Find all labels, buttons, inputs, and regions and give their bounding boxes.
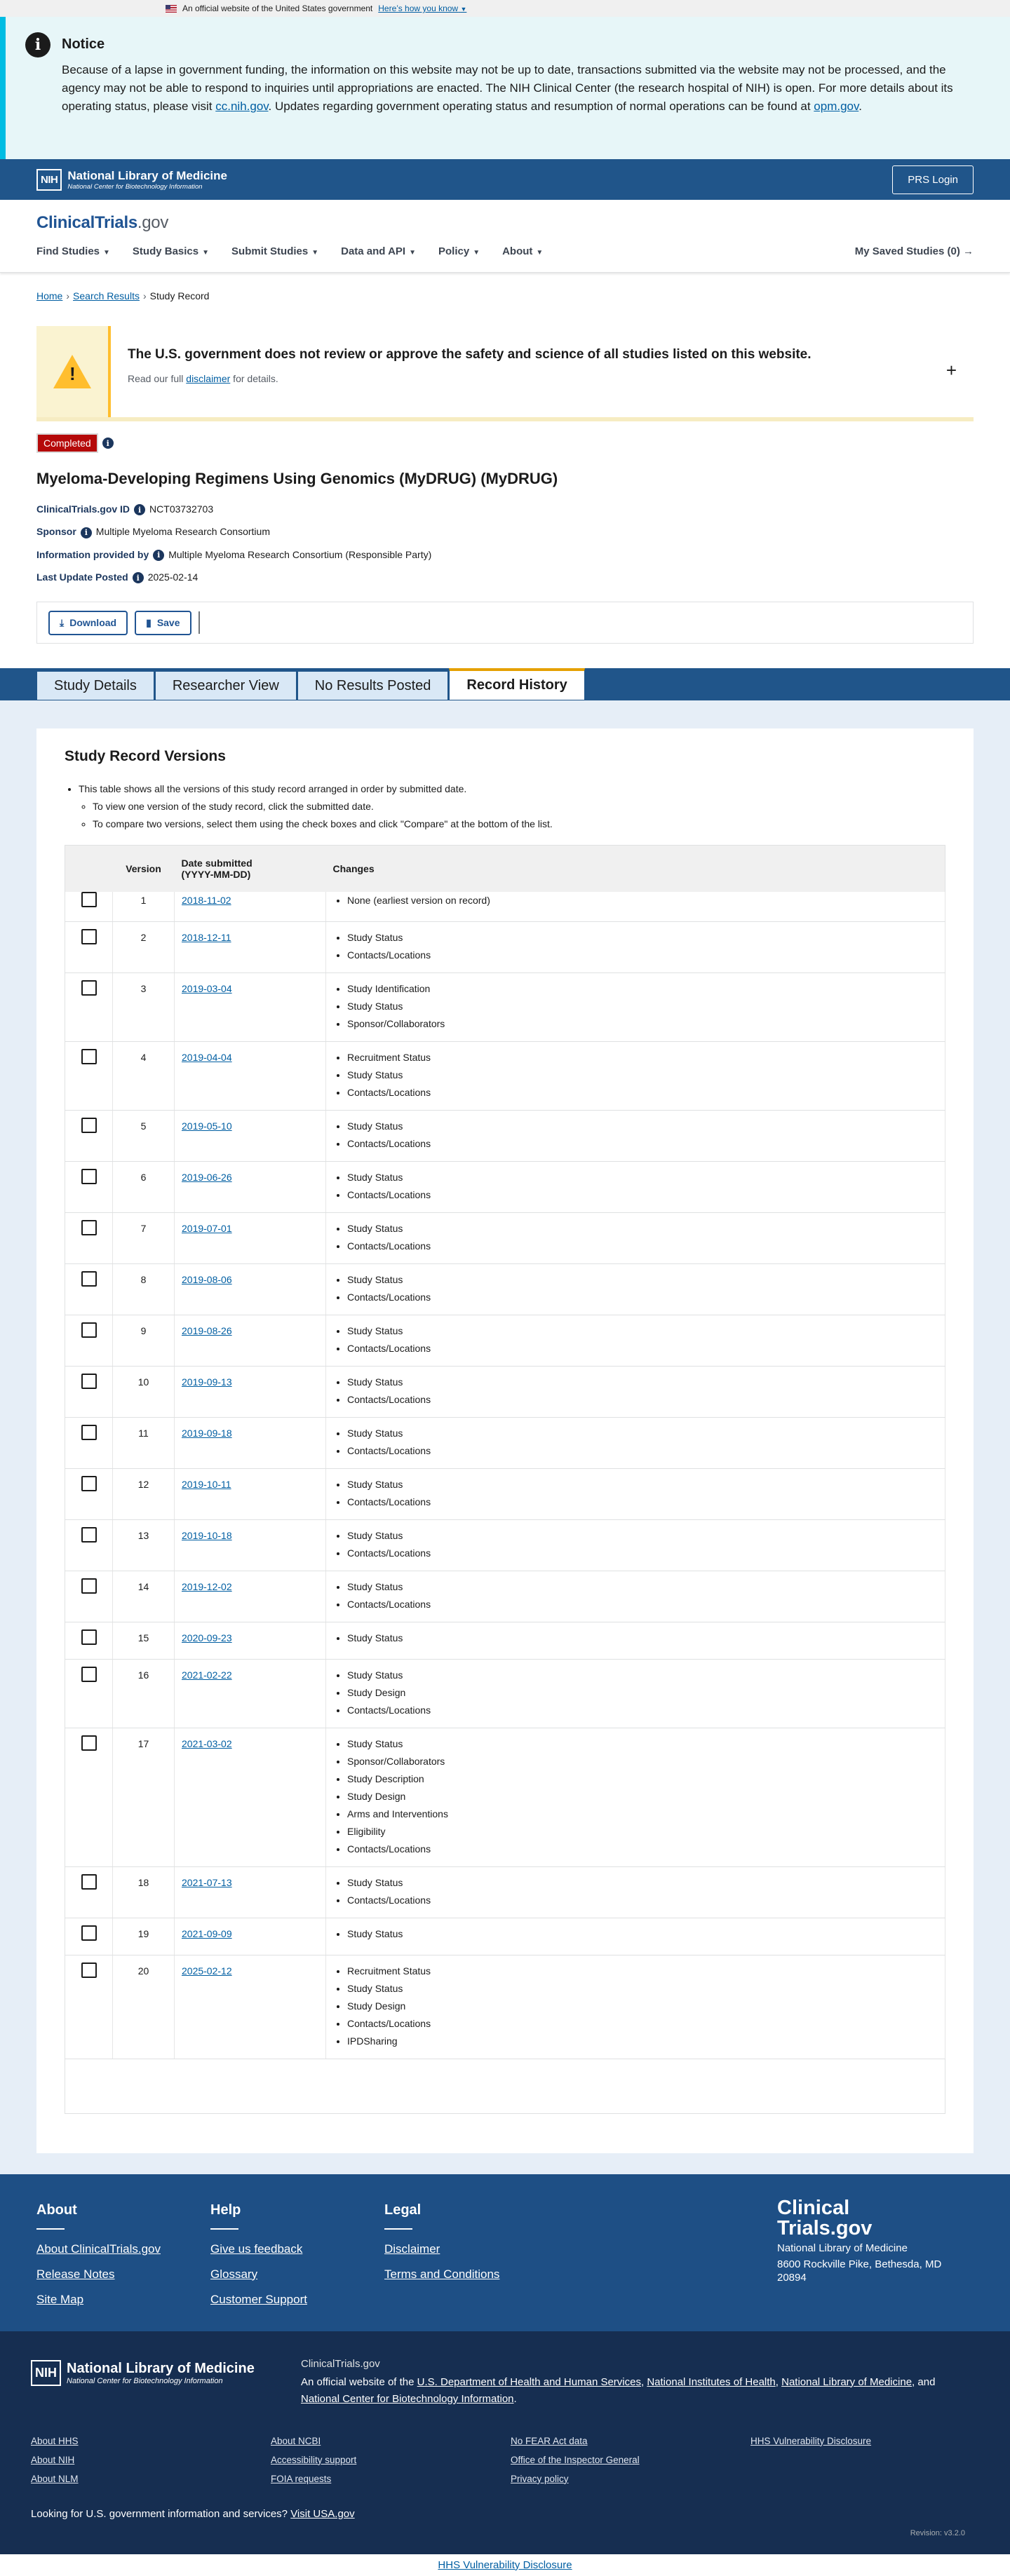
change-item: • Contacts/Locations	[347, 1135, 938, 1153]
footer-about-link[interactable]: About ClinicalTrials.gov	[36, 2242, 161, 2256]
change-item: • Study Status	[347, 1066, 938, 1084]
chevron-down-icon: ▼	[202, 249, 210, 257]
change-item: • Study Status	[347, 1476, 938, 1493]
change-item: • Contacts/Locations	[347, 1493, 938, 1511]
compare-checkbox[interactable]	[81, 1667, 97, 1682]
table-row	[65, 1212, 945, 1263]
nav-about[interactable]: About ▼	[502, 245, 544, 257]
compare-checkbox[interactable]	[81, 1049, 97, 1064]
info-icon[interactable]: i	[81, 527, 92, 538]
footer-site-map-link[interactable]: Site Map	[36, 2292, 84, 2306]
version-number: 12	[113, 1468, 175, 1519]
compare-checkbox[interactable]	[81, 1735, 97, 1751]
compare-checkbox[interactable]	[81, 1322, 97, 1338]
chevron-down-icon: ▼	[103, 249, 110, 257]
nav-submit-studies[interactable]: Submit Studies ▼	[231, 245, 319, 257]
table-row	[65, 1955, 945, 2059]
change-item: • Study Status	[347, 1925, 938, 1943]
main-nav	[36, 245, 974, 257]
version-date-link[interactable]: 2019-08-06	[182, 1273, 232, 1285]
gov-banner	[0, 0, 1010, 17]
change-item: • Study Status	[347, 1980, 938, 1998]
change-item: • Contacts/Locations	[347, 1340, 938, 1357]
compare-checkbox[interactable]	[81, 980, 97, 996]
download-button[interactable]: ⤓ Download	[48, 611, 128, 635]
cc-nih-link[interactable]: cc.nih.gov	[215, 100, 269, 113]
compare-checkbox[interactable]	[81, 1527, 97, 1543]
chevron-down-icon: ▼	[311, 249, 319, 257]
divider	[198, 611, 200, 634]
version-date-link[interactable]: 2019-07-01	[182, 1222, 232, 1234]
nav-policy[interactable]: Policy ▼	[438, 245, 480, 257]
nav-study-basics[interactable]: Study Basics ▼	[132, 245, 210, 257]
version-date-link[interactable]: 2021-02-22	[182, 1669, 232, 1681]
how-you-know-link[interactable]: Here’s how you know ▼	[378, 4, 467, 13]
change-item: • Contacts/Locations	[347, 1391, 938, 1409]
change-item: • Study Status	[347, 1271, 938, 1289]
versions-table: Version Date submitted (YYYY-MM-DD) Changes 1 2018-11-02 • None (earliest version on record) 2 2018-12-11 • Study Status • Contacts/Locations 3 2019-03-04 • Study Identification • Study Status • Sponsor/Collaborators 4 2019-04-04 • Recruitment Status • Study Status • Contacts/Locations 5 2019-05-10 • Study Status • Contacts/Locations 6 2019-06-26 • Study Status • Contacts/Locations 7 2019-07-01 • Study Status • Contacts/Locations 8 2019-08-06 • Study Status • Contacts/Locations 9 2019-08-26 • Study Status • Contacts/Locations 10 2019-09-13 • Study Status • Contacts/Locations 11 2019-09-18 • Study Status • Contacts/Locations 12 2019-10-11 • Study Status • Contacts/Locations 13 2019-10-18 • Study Status • Contacts/Locations 14 2019-12-02 • Study Status • Contacts/Locations 15 2020-09-23 • Study Status 16 2021-02-22 • Study Status • Study Design • Contacts/Locations 17 2021-03-02 • Study Status • Sponsor/Collaborators • Study Description • Study Design • Arms and Interventions • Eligibility • Contacts/Locations 18 2021-07-13 • Study Status • Contacts/Locations 19 2021-09-09 • Study Status 20 2025-02-12 • Recruitment Status • Study Status • Study Design • Contacts/Locations • IPDSharing	[65, 845, 945, 2114]
tab-no-results-posted[interactable]: No Results Posted	[297, 671, 449, 700]
change-item: • None (earliest version on record)	[347, 892, 938, 909]
version-date-link[interactable]: 2019-10-18	[182, 1529, 232, 1541]
status-badge: Completed	[36, 433, 98, 453]
footer-support-link[interactable]: Customer Support	[210, 2292, 307, 2306]
version-number: 8	[113, 1263, 175, 1315]
footer-link[interactable]: No FEAR Act data	[511, 2435, 588, 2446]
footer-links	[31, 2436, 979, 2484]
version-date-link[interactable]: 2021-07-13	[182, 1876, 232, 1888]
version-date-link[interactable]: 2019-09-18	[182, 1427, 232, 1439]
disclaimer-link[interactable]: disclaimer	[186, 373, 231, 384]
tab-researcher-view[interactable]: Researcher View	[155, 671, 297, 700]
version-date-link[interactable]: 2021-09-09	[182, 1927, 232, 1939]
compare-checkbox[interactable]	[81, 1425, 97, 1440]
version-date-link[interactable]: 2018-11-02	[182, 894, 231, 906]
compare-checkbox[interactable]	[81, 1169, 97, 1184]
last-update-date: 2025-02-14	[147, 571, 198, 583]
change-item: • Study Design	[347, 1684, 938, 1702]
change-item: • Study Status	[347, 1667, 938, 1684]
study-actions	[36, 602, 974, 644]
version-number: 13	[113, 1519, 175, 1571]
version-number: 20	[113, 1955, 175, 2059]
nlm-footer-logo[interactable]: NIH National Library of Medicine National Center for Biotechnology Information	[31, 2358, 301, 2389]
version-date-link[interactable]: 2019-10-11	[182, 1478, 231, 1490]
download-icon: ⤓	[60, 616, 65, 628]
record-history-title: Study Record Versions	[65, 748, 226, 765]
table-row	[65, 1519, 945, 1571]
version-number: 15	[113, 1622, 175, 1659]
sponsor: Multiple Myeloma Research Consortium	[95, 526, 270, 538]
change-item: • Contacts/Locations	[347, 1545, 938, 1562]
change-item: • Contacts/Locations	[347, 1702, 938, 1719]
footer-logo: Clinical Trials.gov National Library of Medicine 8600 Rockville Pike, Bethesda, MD 20894	[777, 2196, 942, 2284]
version-date-link[interactable]: 2019-09-13	[182, 1376, 232, 1388]
footer-glossary-link[interactable]: Glossary	[210, 2267, 258, 2281]
table-row	[65, 921, 945, 972]
compare-checkbox[interactable]	[81, 929, 97, 944]
change-item: • Study Status	[347, 1874, 938, 1892]
study-tabs	[0, 668, 1010, 700]
usa-gov-link[interactable]: Visit USA.gov	[290, 2507, 355, 2520]
site-footer: About About ClinicalTrials.gov Release Notes Site Map Help Give us feedback Glossary Customer Support Legal Disclaimer Terms and Conditions Clinical Trials.gov National Library of Medicine 8600 Rockville Pike, Bethesda, MD 20894	[0, 2174, 1010, 2331]
change-item: • IPDSharing	[347, 2033, 938, 2050]
breadcrumb-search-results[interactable]: Search Results	[73, 290, 140, 301]
change-item: • Recruitment Status	[347, 1962, 938, 1980]
shutdown-notice	[0, 17, 1010, 159]
compare-checkbox[interactable]	[81, 1220, 97, 1235]
nih-header	[0, 159, 1010, 200]
notice-text: Because of a lapse in government funding, the information on this website may not be up to date, transactions submitted via the website may not be processed, and the agency may not be able to respond to inquiries until appropriations are enacted. The NIH Clinical Center (the research hospital of NIH) is open. For more details about its operating status, please visit cc.nih.gov. Updates regarding government operating status and resumption of normal operations can be found at opm.gov.	[62, 63, 953, 113]
opm-link[interactable]: opm.gov	[814, 100, 859, 113]
notice-title: Notice	[62, 36, 105, 52]
footer-link[interactable]: About NCBI	[271, 2435, 321, 2446]
prs-login-button[interactable]: PRS Login	[892, 165, 974, 194]
bookmark-icon: ▮	[146, 616, 152, 628]
change-item: • Study Status	[347, 929, 938, 947]
compare-checkbox[interactable]	[81, 1578, 97, 1594]
table-row	[65, 1263, 945, 1315]
compare-checkbox[interactable]	[81, 1925, 97, 1941]
footer-link[interactable]: About NLM	[31, 2473, 79, 2484]
information-provider: Multiple Myeloma Research Consortium (Responsible Party)	[168, 548, 432, 560]
compare-checkbox[interactable]	[81, 1374, 97, 1389]
change-item: • Study Status	[347, 1220, 938, 1238]
version-date-link[interactable]: 2021-03-02	[182, 1737, 232, 1749]
gov-banner-text: An official website of the United States government	[182, 4, 373, 13]
version-date-link[interactable]: 2018-12-11	[182, 931, 231, 943]
warning-icon: !	[53, 355, 91, 388]
change-item: • Study Status	[347, 998, 938, 1015]
compare-checkbox[interactable]	[81, 1962, 97, 1978]
chevron-down-icon: ▼	[409, 249, 416, 257]
footer-link[interactable]: Office of the Inspector General	[511, 2454, 640, 2465]
table-row	[65, 892, 945, 922]
change-item: • Sponsor/Collaborators	[347, 1753, 938, 1770]
compare-checkbox[interactable]	[81, 1271, 97, 1287]
compare-checkbox[interactable]	[81, 1629, 97, 1645]
change-item: • Contacts/Locations	[347, 1289, 938, 1306]
change-item: • Study Status	[347, 1374, 938, 1391]
nlm-link[interactable]: National Library of Medicine	[781, 2375, 913, 2388]
change-item: • Study Identification	[347, 980, 938, 998]
change-item: • Contacts/Locations	[347, 1892, 938, 1909]
study-meta: ClinicalTrials.gov ID i NCT03732703 Sponsor i Multiple Myeloma Research Consortium Information provided by i Multiple Myeloma Research Consortium (Responsible Party) Last Update Posted i 2025-02-14	[36, 503, 432, 583]
version-date-link[interactable]: 2019-12-02	[182, 1580, 232, 1592]
revision-label: Revision: v3.2.0	[910, 2528, 965, 2537]
version-number: 10	[113, 1366, 175, 1417]
version-number: 7	[113, 1212, 175, 1263]
table-row	[65, 1866, 945, 1918]
version-number: 5	[113, 1110, 175, 1161]
compare-checkbox[interactable]	[81, 1118, 97, 1133]
version-date-link[interactable]: 2019-05-10	[182, 1120, 232, 1132]
table-row	[65, 1571, 945, 1622]
change-item: • Study Status	[347, 1629, 938, 1647]
chevron-down-icon: ▼	[536, 249, 544, 257]
nav-find-studies[interactable]: Find Studies ▼	[36, 245, 110, 257]
change-item: • Contacts/Locations	[347, 1442, 938, 1460]
us-flag-icon	[166, 5, 177, 13]
table-row	[65, 1315, 945, 1366]
change-item: • Sponsor/Collaborators	[347, 1015, 938, 1033]
change-item: • Recruitment Status	[347, 1049, 938, 1066]
breadcrumb-home[interactable]: Home	[36, 290, 63, 301]
footer-feedback-link[interactable]: Give us feedback	[210, 2242, 303, 2256]
version-date-link[interactable]: 2019-06-26	[182, 1171, 232, 1183]
compare-checkbox[interactable]	[81, 1476, 97, 1491]
table-row	[65, 1161, 945, 1212]
nav-data-api[interactable]: Data and API ▼	[341, 245, 416, 257]
chevron-down-icon: ▼	[473, 249, 480, 257]
version-number: 17	[113, 1728, 175, 1866]
disclaimer-title: The U.S. government does not review or approve the safety and science of all studies listed on this website.	[128, 347, 812, 362]
breadcrumb-current: Study Record	[149, 290, 210, 301]
change-item: • Study Status	[347, 1578, 938, 1596]
info-icon: i	[25, 32, 50, 57]
ncbi-link[interactable]: National Center for Biotechnology Information	[301, 2392, 514, 2405]
version-number: 1	[113, 892, 175, 922]
table-row	[65, 1468, 945, 1519]
footer-link[interactable]: Privacy policy	[511, 2473, 569, 2484]
clinicaltrials-logo[interactable]: ClinicalTrials.gov	[36, 213, 169, 232]
info-icon[interactable]: i	[134, 504, 145, 515]
change-item: • Contacts/Locations	[347, 1238, 938, 1255]
table-row	[65, 1110, 945, 1161]
change-item: • Contacts/Locations	[347, 1186, 938, 1204]
compare-checkbox[interactable]	[81, 892, 97, 907]
expand-disclaimer-button[interactable]: +	[945, 360, 957, 381]
nih-link[interactable]: National Institutes of Health	[647, 2375, 776, 2388]
info-icon[interactable]: i	[133, 572, 144, 583]
version-number: 6	[113, 1161, 175, 1212]
version-number: 4	[113, 1041, 175, 1110]
change-item: • Contacts/Locations	[347, 1084, 938, 1101]
change-item: • Study Status	[347, 1118, 938, 1135]
site-header	[0, 200, 1010, 273]
tab-record-history[interactable]: Record History	[449, 668, 584, 700]
tab-study-details[interactable]: Study Details	[36, 671, 154, 700]
nlm-footer: NIH National Library of Medicine National Center for Biotechnology Information ClinicalTrials.gov An official website of the U.S. Department of Health and Human Services, National Institutes of Health, National Library of Medicine, and National Center for Biotechnology Information. About HHS About NCBI No FEAR Act data HHS Vulnerability Disclosure About NIH Accessibility support Office of the Inspector General About NLM FOIA requests Privacy policy Looking for U.S. government information and services? Visit USA.gov Revision: v3.2.0	[0, 2331, 1010, 2554]
footer-link[interactable]: About HHS	[31, 2435, 79, 2446]
table-row	[65, 1622, 945, 1659]
version-number: 11	[113, 1417, 175, 1468]
version-date-link[interactable]: 2019-03-04	[182, 982, 232, 994]
footer-release-notes-link[interactable]: Release Notes	[36, 2267, 115, 2281]
disclaimer-alert: ! The U.S. government does not review or approve the safety and science of all studies listed on this website. Read our full disclaimer for details. +	[36, 326, 974, 421]
record-history-panel: Study Record Versions • This table shows all the versions of this study record arranged in order by submitted date. ◦ To view one version of the study record, click the submitted date. ◦ To compare two versions, select them using the check boxes and click "Compare" at the bottom of the list. Version Date submitted (YYYY-MM-DD) Changes 1 2018-11-02 • None (earliest version on record) 2 2018-12-11 • Study Status • Contacts/Locations 3 2019-03-04 • Study Identification • Study Status • Sponsor/Collaborators 4 2019-04-04 • Recruitment Status • Study Status • Contacts/Locations 5 2019-05-10 • Study Status • Contacts/Locations 6 2019-06-26 • Study Status • Contacts/Locations 7 2019-07-01 • Study Status • Contacts/Locations 8 2019-08-06 • Study Status • Contacts/Locations 9 2019-08-26 • Study Status • Contacts/Locations 10 2019-09-13 • Study Status • Contacts/Locations 11 2019-09-18 • Study Status • Contacts/Locations 12 2019-10-11 • Study Status • Contacts/Locations 13 2019-10-18 • Study Status • Contacts/Locations 14 2019-12-02 • Study Status • Contacts/Locations 15 2020-09-23 • Study Status 16 2021-02-22 • Study Status • Study Design • Contacts/Locations 17 2021-03-02 • Study Status • Sponsor/Collaborators • Study Description • Study Design • Arms and Interventions • Eligibility • Contacts/Locations 18 2021-07-13 • Study Status • Contacts/Locations 19 2021-09-09 • Study Status 20 2025-02-12 • Recruitment Status • Study Status • Study Design • Contacts/Locations • IPDSharing	[36, 728, 974, 2153]
breadcrumb: Home › Search Results › Study Record	[36, 290, 210, 301]
info-icon[interactable]: i	[153, 550, 164, 561]
version-number: 16	[113, 1659, 175, 1728]
change-item: • Study Status	[347, 1425, 938, 1442]
hhs-vulnerability-link[interactable]: HHS Vulnerability Disclosure	[438, 2558, 572, 2571]
change-item: • Contacts/Locations	[347, 2015, 938, 2033]
change-item: • Study Status	[347, 1527, 938, 1545]
version-date-link[interactable]: 2025-02-12	[182, 1965, 232, 1977]
change-item: • Contacts/Locations	[347, 947, 938, 964]
table-row	[65, 1041, 945, 1110]
save-button[interactable]: ▮ Save	[135, 611, 191, 635]
version-date-link[interactable]: 2019-04-04	[182, 1051, 232, 1063]
version-number: 3	[113, 972, 175, 1041]
compare-checkbox[interactable]	[81, 1874, 97, 1890]
change-item: • Arms and Interventions	[347, 1805, 938, 1823]
table-row	[65, 1918, 945, 1955]
table-row	[65, 1417, 945, 1468]
my-saved-studies-link[interactable]: My Saved Studies (0) →	[854, 245, 974, 257]
footer-disclaimer-link[interactable]: Disclaimer	[384, 2242, 440, 2256]
study-id: NCT03732703	[149, 503, 214, 515]
footer-link[interactable]: HHS Vulnerability Disclosure	[750, 2435, 872, 2446]
change-item: • Contacts/Locations	[347, 1841, 938, 1858]
study-title: Myeloma-Developing Regimens Using Genomics (MyDRUG) (MyDRUG)	[36, 470, 558, 487]
version-number: 18	[113, 1866, 175, 1918]
version-date-link[interactable]: 2020-09-23	[182, 1632, 232, 1643]
arrow-right-icon: →	[963, 245, 974, 257]
version-number: 19	[113, 1918, 175, 1955]
footer-link[interactable]: Accessibility support	[271, 2454, 357, 2465]
table-row	[65, 972, 945, 1041]
change-item: • Study Design	[347, 1788, 938, 1805]
change-item: • Study Status	[347, 1169, 938, 1186]
footer-terms-link[interactable]: Terms and Conditions	[384, 2267, 500, 2281]
footer-link[interactable]: About NIH	[31, 2454, 75, 2465]
footer-link[interactable]: FOIA requests	[271, 2473, 332, 2484]
change-item: • Study Status	[347, 1735, 938, 1753]
version-number: 9	[113, 1315, 175, 1366]
change-item: • Study Design	[347, 1998, 938, 2015]
change-item: • Study Status	[347, 1322, 938, 1340]
info-icon[interactable]: i	[102, 438, 114, 449]
change-item: • Contacts/Locations	[347, 1596, 938, 1613]
version-number: 2	[113, 921, 175, 972]
change-item: • Study Description	[347, 1770, 938, 1788]
nlm-logo[interactable]: NIH National Library of Medicine National Center for Biotechnology Information	[36, 169, 227, 191]
version-date-link[interactable]: 2019-08-26	[182, 1324, 232, 1336]
hhs-link[interactable]: U.S. Department of Health and Human Services	[417, 2375, 641, 2388]
table-row	[65, 1659, 945, 1728]
table-row	[65, 1728, 945, 1866]
table-row	[65, 1366, 945, 1417]
change-item: • Eligibility	[347, 1823, 938, 1841]
version-number: 14	[113, 1571, 175, 1622]
